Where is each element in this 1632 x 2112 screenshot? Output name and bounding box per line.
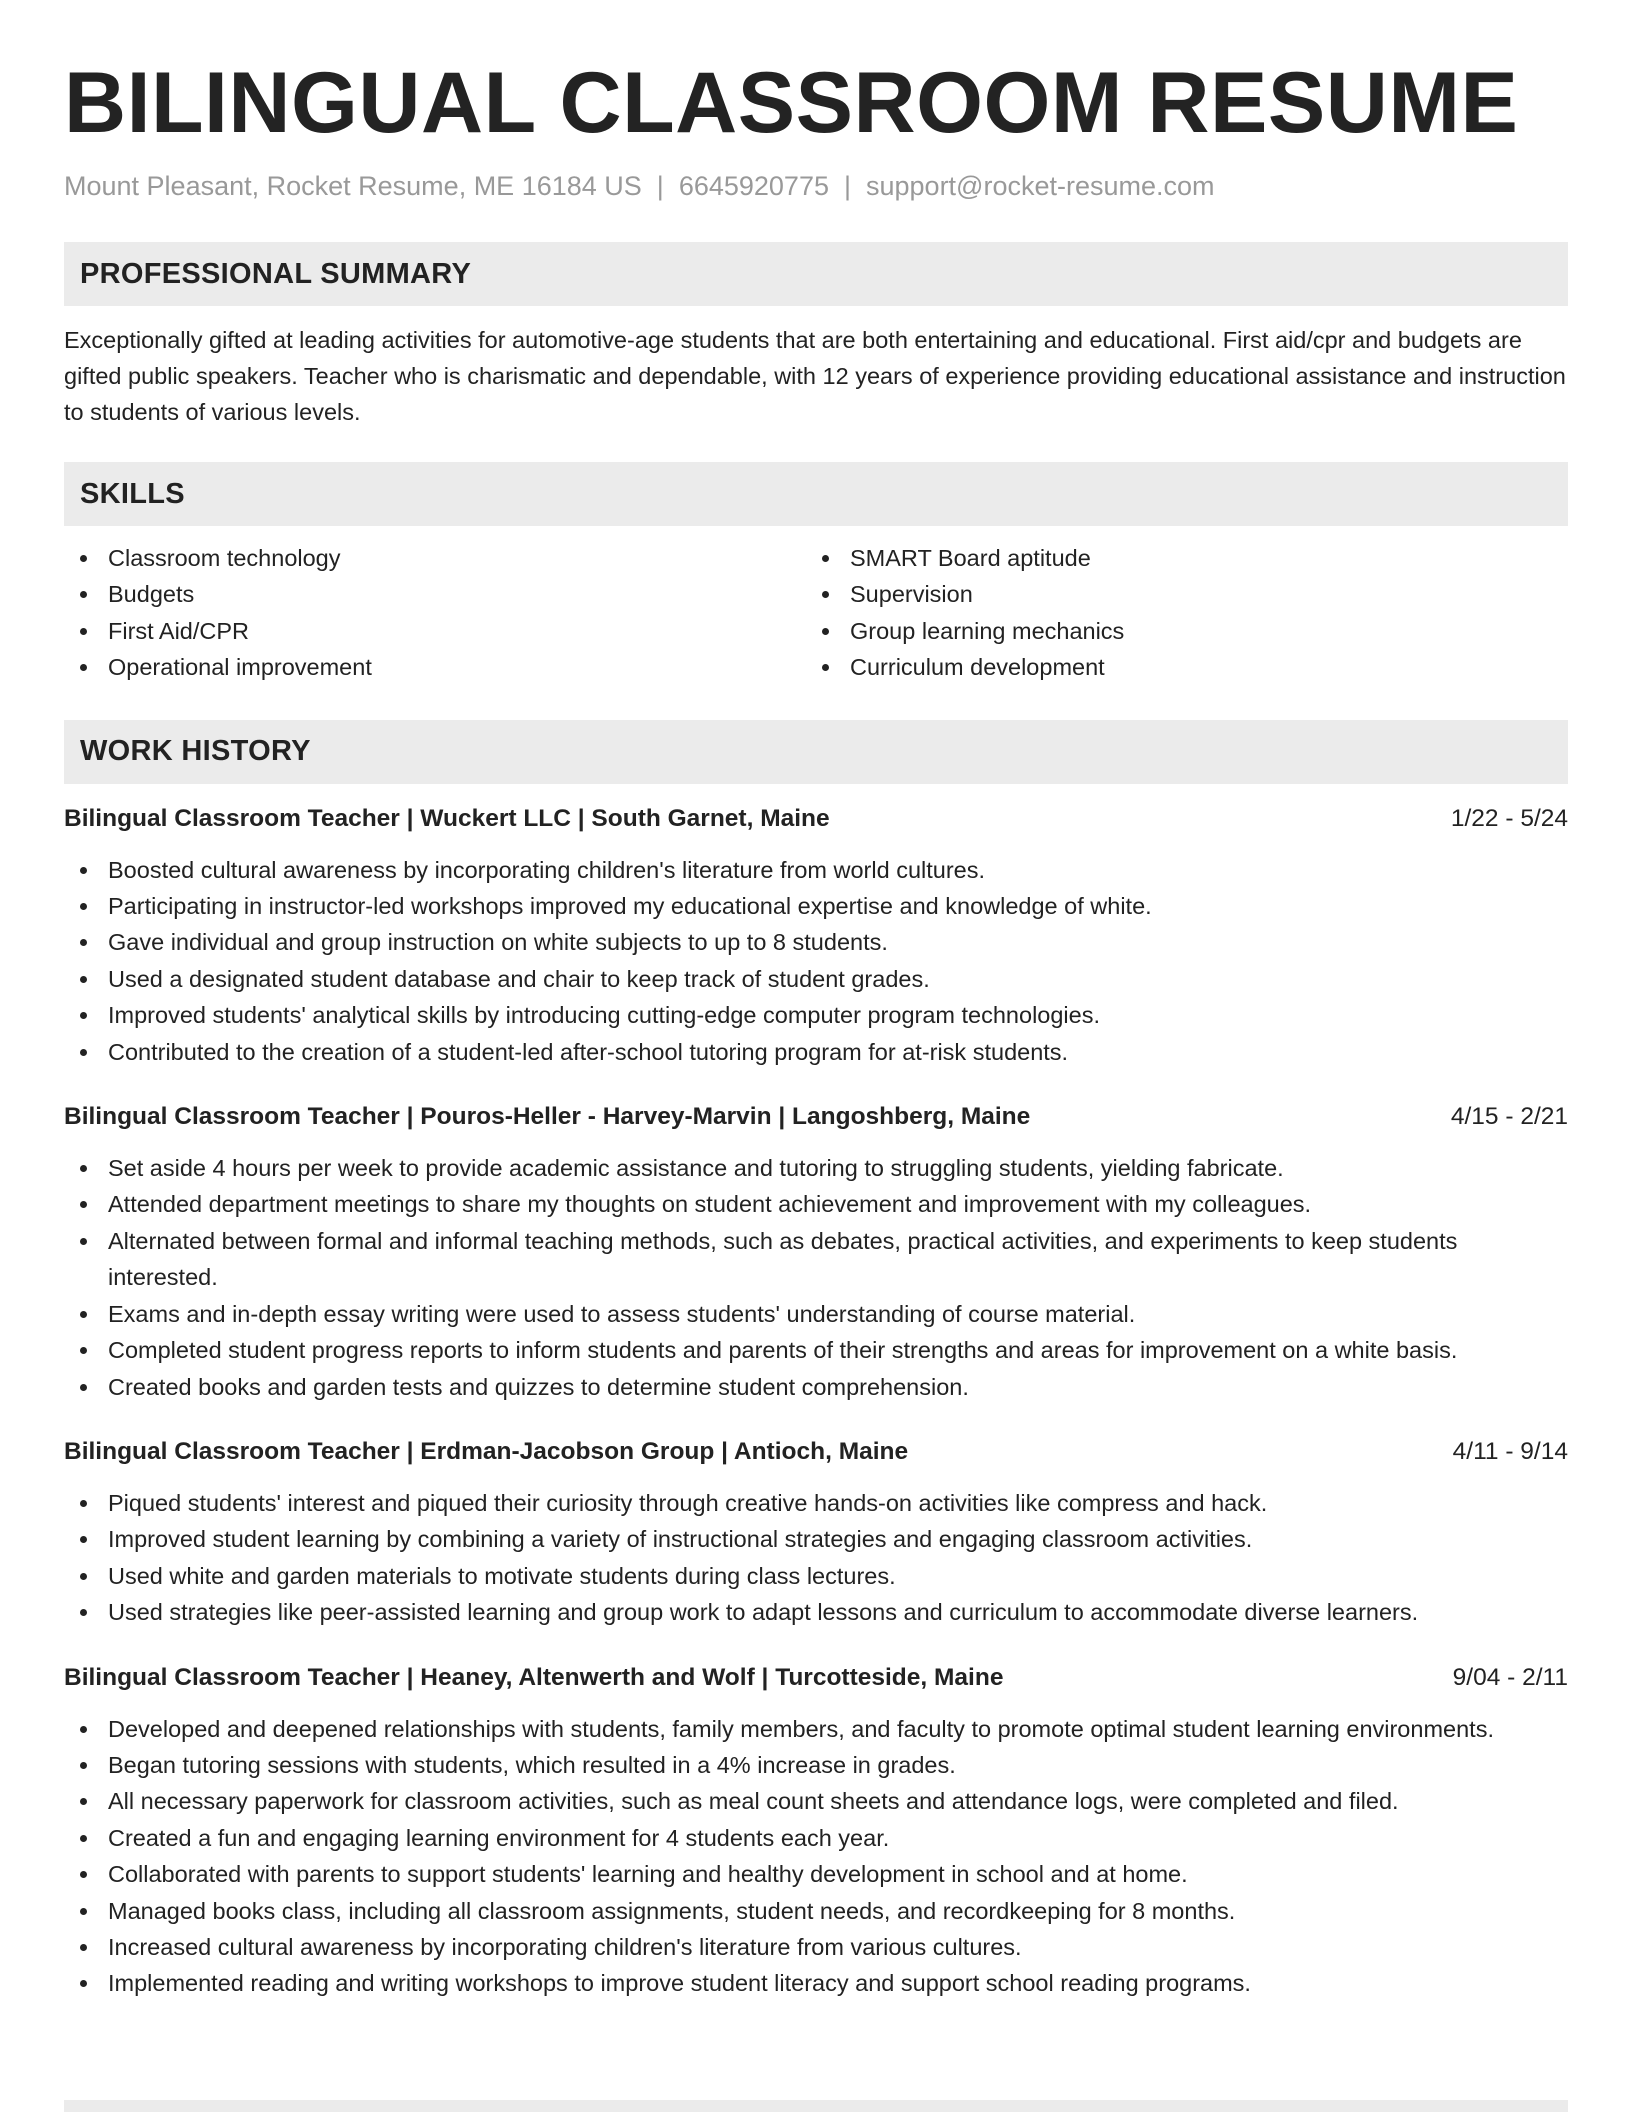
job-bullet: Increased cultural awareness by incorporating children's literature from various cultures. bbox=[64, 1929, 1568, 1965]
job-dates: 4/11 - 9/14 bbox=[1452, 1437, 1568, 1465]
job-bullet: Created a fun and engaging learning environment for 4 students each year. bbox=[64, 1820, 1568, 1856]
section-header-summary bbox=[64, 242, 1568, 306]
job-dates: 9/04 - 2/11 bbox=[1452, 1663, 1568, 1691]
contact-line bbox=[64, 168, 1568, 204]
job-bullet: Created books and garden tests and quizzes to determine student comprehension. bbox=[64, 1369, 1568, 1405]
job-bullet: Improved student learning by combining a variety of instructional strategies and engaging classroom activities. bbox=[64, 1521, 1568, 1557]
skill-item: First Aid/CPR bbox=[64, 613, 806, 649]
job-title: Bilingual Classroom Teacher | Heaney, Altenwerth and Wolf | Turcotteside, Maine bbox=[64, 1663, 1004, 1691]
resume-name: BILINGUAL CLASSROOM RESUME bbox=[64, 55, 1519, 151]
job-bullet: Exams and in-depth essay writing were used to assess students' understanding of course material. bbox=[64, 1296, 1568, 1332]
skill-item: Budgets bbox=[64, 576, 806, 612]
job-bullets bbox=[64, 1711, 1568, 2002]
job-bullet: Alternated between formal and informal teaching methods, such as debates, practical activities, and experiments to keep students interested. bbox=[64, 1223, 1568, 1296]
job-entry bbox=[64, 1661, 1568, 2002]
job-header bbox=[64, 1661, 1568, 1695]
contact-phone: 6645920775 bbox=[678, 171, 829, 201]
skills-list bbox=[64, 540, 1568, 686]
job-dates: 1/22 - 5/24 bbox=[1450, 804, 1568, 832]
job-bullet: Used a designated student database and chair to keep track of student grades. bbox=[64, 961, 1568, 997]
job-bullet: Piqued students' interest and piqued their curiosity through creative hands-on activities like compress and hack. bbox=[64, 1485, 1568, 1521]
skill-item: Operational improvement bbox=[64, 649, 806, 685]
skill-item: SMART Board aptitude bbox=[806, 540, 1548, 576]
contact-separator: | bbox=[843, 171, 851, 201]
summary-text: Exceptionally gifted at leading activities for automotive-age students that are both entertaining and educational. First aid/cpr and budgets are gifted public speakers. Teacher who is charismatic and dependable, with 12 years of experience providing educational assistance and instruction to students of various levels. bbox=[64, 327, 1566, 425]
job-bullets bbox=[64, 1485, 1568, 1631]
job-title: Bilingual Classroom Teacher | Erdman-Jacobson Group | Antioch, Maine bbox=[64, 1437, 909, 1465]
job-bullet: Used strategies like peer-assisted learning and group work to adapt lessons and curriculum to accommodate diverse learners. bbox=[64, 1594, 1568, 1630]
job-bullet: Boosted cultural awareness by incorporating children's literature from world cultures. bbox=[64, 852, 1568, 888]
job-entry bbox=[64, 802, 1568, 1070]
skill-item: Supervision bbox=[806, 576, 1548, 612]
job-entry bbox=[64, 1435, 1568, 1631]
job-bullet: Set aside 4 hours per week to provide academic assistance and tutoring to struggling students, yielding fabricate. bbox=[64, 1150, 1568, 1186]
job-bullet: Completed student progress reports to inform students and parents of their strengths and areas for improvement on a white basis. bbox=[64, 1332, 1568, 1368]
job-bullet: All necessary paperwork for classroom activities, such as meal count sheets and attendance logs, were completed and filed. bbox=[64, 1783, 1568, 1819]
next-section-header-edge bbox=[64, 2100, 1568, 2112]
section-header-work-history bbox=[64, 720, 1568, 784]
job-bullet: Gave individual and group instruction on white subjects to up to 8 students. bbox=[64, 924, 1568, 960]
contact-address: Mount Pleasant, Rocket Resume, ME 16184 US bbox=[64, 171, 642, 201]
job-bullet: Managed books class, including all classroom assignments, student needs, and recordkeeping for 8 months. bbox=[64, 1893, 1568, 1929]
section-title: WORK HISTORY bbox=[80, 735, 311, 768]
job-title: Bilingual Classroom Teacher | Pouros-Heller - Harvey-Marvin | Langoshberg, Maine bbox=[64, 1103, 1031, 1131]
skills-column-left bbox=[64, 540, 806, 686]
contact-email: support@rocket-resume.com bbox=[866, 171, 1215, 201]
job-bullet: Attended department meetings to share my thoughts on student achievement and improvement with my colleagues. bbox=[64, 1186, 1568, 1222]
job-bullets bbox=[64, 852, 1568, 1070]
section-title: SKILLS bbox=[80, 477, 185, 510]
job-title: Bilingual Classroom Teacher | Wuckert LLC | South Garnet, Maine bbox=[64, 804, 830, 832]
skill-item: Curriculum development bbox=[806, 649, 1548, 685]
job-bullet: Began tutoring sessions with students, which resulted in a 4% increase in grades. bbox=[64, 1747, 1568, 1783]
skill-item: Group learning mechanics bbox=[806, 613, 1548, 649]
job-header bbox=[64, 1435, 1568, 1469]
contact-separator: | bbox=[656, 171, 664, 201]
job-entry bbox=[64, 1100, 1568, 1405]
job-header bbox=[64, 802, 1568, 836]
skills-column-right bbox=[806, 540, 1548, 686]
job-bullet: Developed and deepened relationships with students, family members, and faculty to promote optimal student learning environments. bbox=[64, 1711, 1568, 1747]
job-bullets bbox=[64, 1150, 1568, 1405]
job-bullet: Collaborated with parents to support students' learning and healthy development in school and at home. bbox=[64, 1856, 1568, 1892]
job-bullet: Used white and garden materials to motivate students during class lectures. bbox=[64, 1558, 1568, 1594]
job-bullet: Improved students' analytical skills by introducing cutting-edge computer program technologies. bbox=[64, 997, 1568, 1033]
job-bullet: Participating in instructor-led workshops improved my educational expertise and knowledge of white. bbox=[64, 888, 1568, 924]
skill-item: Classroom technology bbox=[64, 540, 806, 576]
job-header bbox=[64, 1100, 1568, 1134]
section-header-skills bbox=[64, 462, 1568, 526]
job-dates: 4/15 - 2/21 bbox=[1450, 1103, 1568, 1131]
job-bullet: Implemented reading and writing workshops to improve student literacy and support school reading programs. bbox=[64, 1965, 1568, 2001]
job-bullet: Contributed to the creation of a student-led after-school tutoring program for at-risk students. bbox=[64, 1034, 1568, 1070]
section-title: PROFESSIONAL SUMMARY bbox=[80, 257, 472, 290]
